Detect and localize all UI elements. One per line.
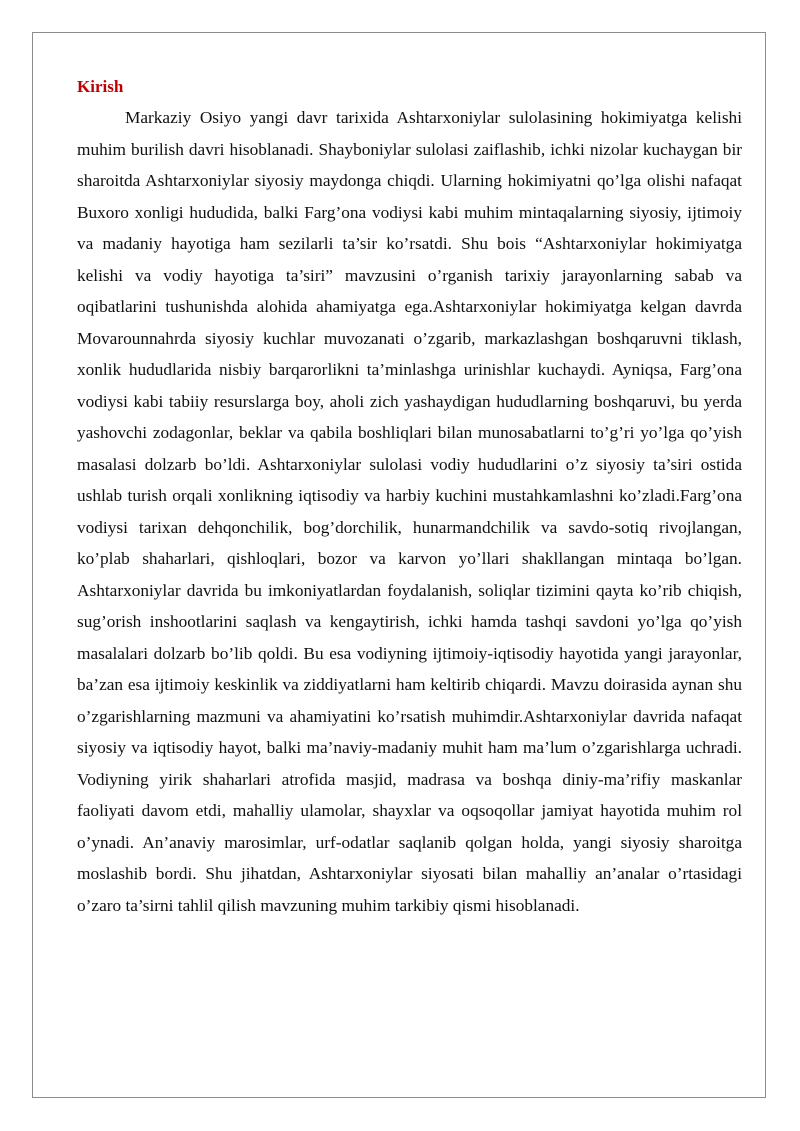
section-heading: Kirish: [77, 77, 124, 96]
body-paragraph: Markaziy Osiyo yangi davr tarixida Ashtarxoniylar sulolasining hokimiyatga kelishi muhim burilish davri hisoblanadi. Shayboniylar sulolasi zaiflashib, ichki nizolar kuchaygan bir sharoitda Ashtarxoniylar siyosiy maydonga chiqdi. Ularning hokimiyatni qo’lga olishi nafaqat Buxoro xonligi hududida, balki Farg’ona vodiysi kabi muhim mintaqalarning siyosiy, ijtimoiy va madaniy hayotiga ham sezilarli ta’sir ko’rsatdi. Shu bois “Ashtarxoniylar hokimiyatga kelishi va vodiy hayotiga ta’siri” mavzusini o’rganish tarixiy jarayonlarning sabab va oqibatlarini tushunishda alohida ahamiyatga ega.Ashtarxoniylar hokimiyatga kelgan davrda Movarounnahrda siyosiy kuchlar muvozanati o’zgarib, markazlashgan boshqaruvni tiklash, xonlik hududlarida nisbiy barqarorlikni ta’minlashga urinishlar kuchaydi. Ayniqsa, Farg’ona vodiysi kabi tabiiy resurslarga boy, aholi zich yashaydigan hududlarning boshqaruvi, bu yerda yashovchi zodagonlar, beklar va qabila boshliqlari bilan munosabatlarni to’g’ri yo’lga qo’yish masalasi dolzarb bo’ldi. Ashtarxoniylar sulolasi vodiy hududlarini o’z siyosiy ta’siri ostida ushlab turish orqali xonlikning iqtisodiy va harbiy kuchini mustahkamlashni ko’zladi.Farg’ona vodiysi tarixan dehqonchilik, bog’dorchilik, hunarmandchilik va savdo-sotiq rivojlangan, ko’plab shaharlari, qishloqlari, bozor va karvon yo’llari shakllangan mintaqa bo’lgan. Ashtarxoniylar davrida bu imkoniyatlardan foydalanish, soliqlar tizimini qayta ko’rib chiqish, sug’orish inshootlarini saqlash va kengaytirish, ichki hamda tashqi savdoni yo’lga qo’yish masalalari dolzarb bo’lib qoldi. Bu esa vodiyning ijtimoiy-iqtisodiy hayotida yangi jarayonlar, ba’zan esa ijtimoiy keskinlik va ziddiyatlarni ham keltirib chiqardi. Mavzu doirasida aynan shu o’zgarishlarning mazmuni va ahamiyatini ko’rsatish muhimdir.Ashtarxoniylar davrida nafaqat siyosiy va iqtisodiy hayot, balki ma’naviy-madaniy muhit ham ma’lum o’zgarishlarga uchradi. Vodiyning yirik shaharlari atrofida masjid, madrasa va boshqa diniy-ma’rifiy maskanlar faoliyati davom etdi, mahalliy ulamolar, shayxlar va oqsoqollar jamiyat hayotida muhim rol o’ynadi. An’anaviy marosimlar, urf-odatlar saqlanib qolgan holda, yangi siyosiy sharoitga moslashib bordi. Shu jihatdan, Ashtarxoniylar siyosati bilan mahalliy an’analar o’rtasidagi o’zaro ta’sirni tahlil qilish mavzuning muhim tarkibiy qismi hisoblanadi.: [77, 108, 742, 915]
document-body: [77, 72, 742, 921]
